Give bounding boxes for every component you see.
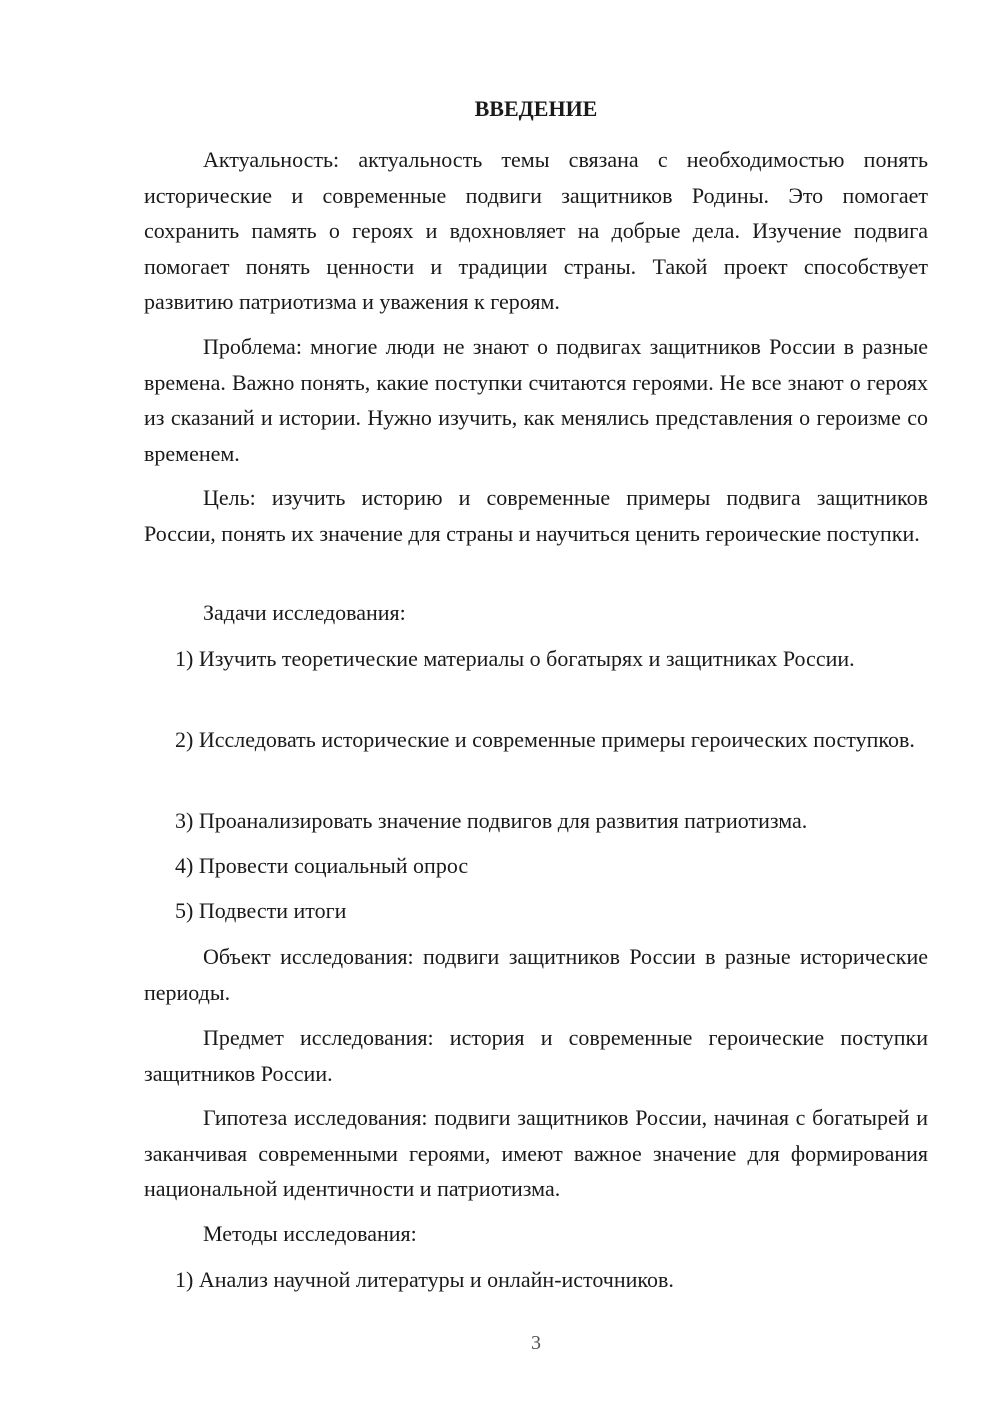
goal-paragraph: Цель: изучить историю и современные примеры подвига защитников России, понять их значение для страны и научиться ценить героические поступки. <box>144 485 928 546</box>
task-item-5: 5) Подвести итоги <box>175 898 347 923</box>
relevance-paragraph: Актуальность: актуальность темы связана с необходимостью понять исторические и современные подвиги защитников Родины. Это помогает сохранить память о героях и вдохновляет на добрые дела. Изучение подвига помогает понять ценности и традиции страны. Такой проект способствует развитию патриотизма и уважения к героям. <box>144 147 928 314</box>
problem-paragraph: Проблема: многие люди не знают о подвигах защитников России в разные времена. Важно понять, какие поступки считаются героями. Не все знают о героях из сказаний и истории. Нужно изучить, как менялись представления о героизме со временем. <box>144 334 928 466</box>
tasks-heading: Задачи исследования: <box>203 600 406 625</box>
task-item-3: 3) Проанализировать значение подвигов для развития патриотизма. <box>175 808 808 833</box>
subject-paragraph: Предмет исследования: история и современные героические поступки защитников России. <box>144 1025 928 1086</box>
task-item-1: 1) Изучить теоретические материалы о богатырях и защитниках России. <box>175 646 855 671</box>
methods-heading: Методы исследования: <box>203 1221 417 1246</box>
hypothesis-paragraph: Гипотеза исследования: подвиги защитников России, начиная с богатырей и заканчивая современными героями, имеют важное значение для формирования национальной идентичности и патриотизма. <box>144 1105 928 1201</box>
task-item-2: 2) Исследовать исторические и современные примеры героических поступков. <box>175 727 915 752</box>
page-number: 3 <box>531 1332 541 1354</box>
object-paragraph: Объект исследования: подвиги защитников России в разные исторические периоды. <box>144 944 928 1005</box>
page-title: ВВЕДЕНИЕ <box>474 96 598 121</box>
task-item-4: 4) Провести социальный опрос <box>175 853 469 878</box>
method-item-1: 1) Анализ научной литературы и онлайн-источников. <box>175 1267 674 1292</box>
